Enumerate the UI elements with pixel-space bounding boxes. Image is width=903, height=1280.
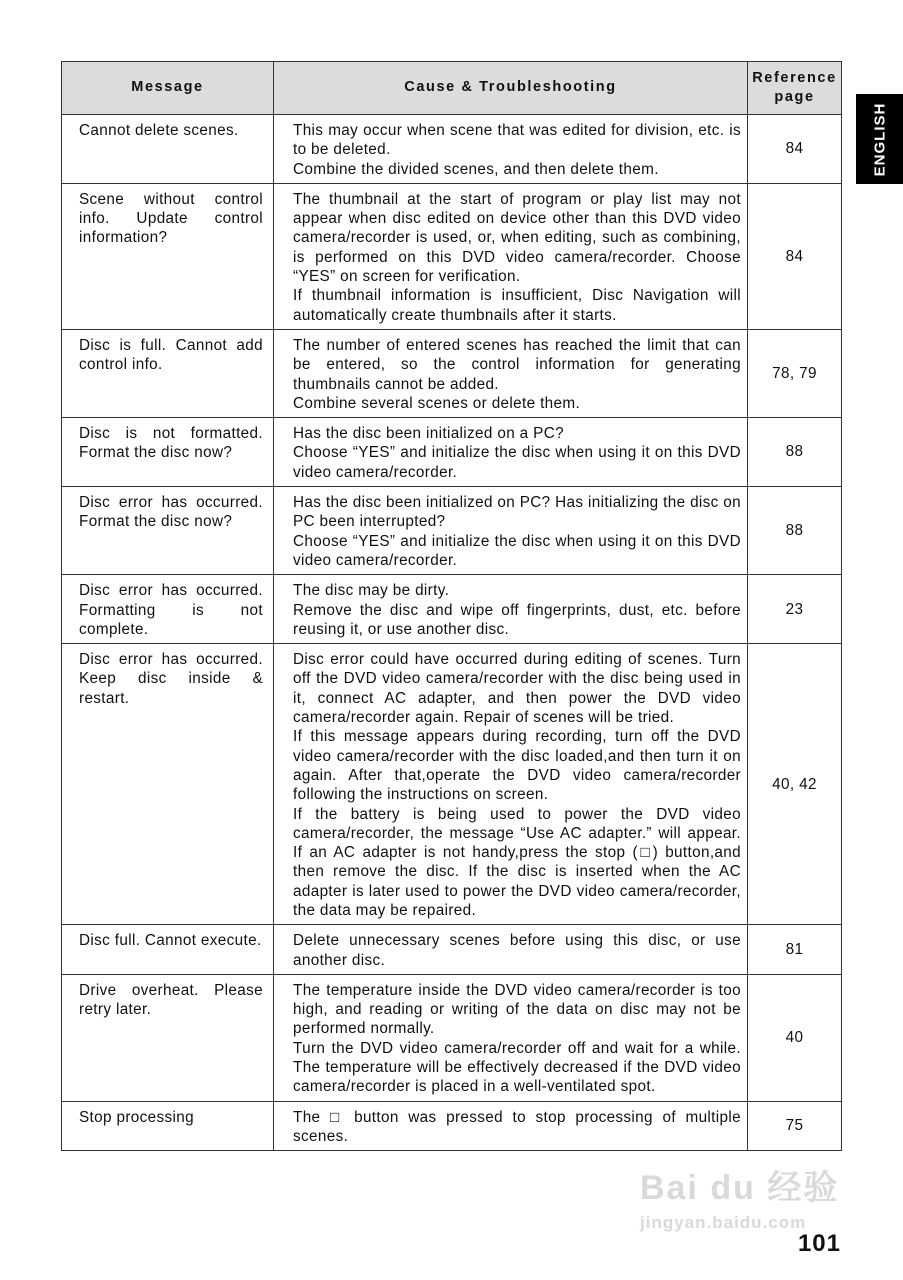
- watermark-url: jingyan.baidu.com: [640, 1213, 807, 1232]
- cause-paragraph: Combine the divided scenes, and then delete them.: [293, 160, 659, 178]
- cause-cell: [274, 644, 748, 925]
- cause-paragraph: The disc may be dirty.: [293, 582, 450, 600]
- table-header-row: [62, 62, 842, 115]
- cause-paragraph: If thumbnail information is insufficient, Disc Navigation will automatically create thumbnails after it starts.: [293, 287, 741, 324]
- table-body: [62, 115, 842, 1151]
- cause-cell: [274, 575, 748, 644]
- table-row: [62, 974, 842, 1101]
- cause-cell: [274, 974, 748, 1101]
- message-cell: Disc full. Cannot execute.: [62, 925, 274, 975]
- header-reference: Reference page: [748, 62, 842, 115]
- message-cell: Stop processing: [62, 1101, 274, 1151]
- table-row: [62, 487, 842, 575]
- table-row: [62, 183, 842, 329]
- language-tab: [856, 94, 903, 184]
- message-cell: Disc is not formatted. Format the disc now?: [62, 418, 274, 487]
- message-cell: Cannot delete scenes.: [62, 115, 274, 184]
- cause-cell: [274, 418, 748, 487]
- reference-cell: 78, 79: [748, 329, 842, 417]
- table-row: [62, 115, 842, 184]
- table-row: [62, 925, 842, 975]
- cause-paragraph: The thumbnail at the start of program or play list may not appear when disc edited on device other than this DVD video camera/recorder is used, or, when editing, such as combining, is performed on this DVD video camera/recorder. Choose “YES” on screen for verification.: [293, 190, 741, 286]
- cause-cell: [274, 329, 748, 417]
- table-row: [62, 1101, 842, 1151]
- cause-paragraph: Combine several scenes or delete them.: [293, 394, 581, 412]
- message-cell: Disc error has occurred. Keep disc inside & restart.: [62, 644, 274, 925]
- reference-cell: 88: [748, 487, 842, 575]
- cause-paragraph: If the battery is being used to power the DVD video camera/recorder, the message “Use AC adapter.” will appear. If an AC adapter is not handy,press the stop (□) button,and then remove the disc. If the disc is inserted when the AC adapter is later used to power the DVD video camera/recorder, the data may be repaired.: [293, 805, 741, 919]
- reference-cell: 75: [748, 1101, 842, 1151]
- cause-paragraph: Choose “YES” and initialize the disc when using it on this DVD video camera/recorder.: [293, 532, 741, 569]
- cause-cell: [274, 487, 748, 575]
- cause-cell: [274, 183, 748, 329]
- message-cell: Disc error has occurred. Formatting is not complete.: [62, 575, 274, 644]
- cause-paragraph: Delete unnecessary scenes before using this disc, or use another disc.: [293, 932, 741, 969]
- language-tab-label: ENGLISH: [871, 102, 888, 176]
- watermark-brand: Bai du 经验: [640, 1169, 840, 1207]
- cause-paragraph: Remove the disc and wipe off fingerprints, dust, etc. before reusing it, or use another disc.: [293, 601, 741, 638]
- message-cell: Drive overheat. Please retry later.: [62, 974, 274, 1101]
- troubleshooting-table: [61, 61, 842, 1151]
- cause-paragraph: The □ button was pressed to stop processing of multiple scenes.: [293, 1108, 741, 1145]
- table-row: [62, 575, 842, 644]
- header-cause: Cause & Troubleshooting: [274, 62, 748, 115]
- table-row: [62, 644, 842, 925]
- reference-cell: 88: [748, 418, 842, 487]
- header-message: Message: [62, 62, 274, 115]
- message-cell: Disc error has occurred. Format the disc now?: [62, 487, 274, 575]
- cause-paragraph: Has the disc been initialized on PC? Has initializing the disc on PC been interrupted?: [293, 494, 741, 531]
- cause-cell: [274, 115, 748, 184]
- cause-paragraph: Has the disc been initialized on a PC?: [293, 425, 564, 443]
- reference-cell: 40, 42: [748, 644, 842, 925]
- table-row: [62, 418, 842, 487]
- cause-cell: [274, 1101, 748, 1151]
- cause-cell: [274, 925, 748, 975]
- cause-paragraph: The temperature inside the DVD video camera/recorder is too high, and reading or writing of the data on disc may not be performed normally.: [293, 981, 741, 1038]
- page-number: 101: [797, 1230, 841, 1257]
- reference-cell: 40: [748, 974, 842, 1101]
- reference-cell: 81: [748, 925, 842, 975]
- cause-paragraph: Disc error could have occurred during editing of scenes. Turn off the DVD video camera/recorder with the disc being used in it, connect AC adapter, and then power the DVD video camera/recorder again. Repair of scenes will be tried.: [293, 651, 741, 727]
- reference-cell: 23: [748, 575, 842, 644]
- reference-cell: 84: [748, 183, 842, 329]
- reference-cell: 84: [748, 115, 842, 184]
- cause-paragraph: Choose “YES” and initialize the disc when using it on this DVD video camera/recorder.: [293, 444, 741, 481]
- table-row: [62, 329, 842, 417]
- cause-paragraph: If this message appears during recording, turn off the DVD video camera/recorder with the disc loaded,and then turn it on again. After that,operate the DVD video camera/recorder following the instructions on screen.: [293, 728, 741, 804]
- message-cell: Scene without control info. Update control information?: [62, 183, 274, 329]
- cause-paragraph: Turn the DVD video camera/recorder off and wait for a while. The temperature will be effectively decreased if the DVD video camera/recorder is placed in a well-ventilated spot.: [293, 1039, 741, 1096]
- cause-paragraph: This may occur when scene that was edited for division, etc. is to be deleted.: [293, 122, 741, 159]
- message-cell: Disc is full. Cannot add control info.: [62, 329, 274, 417]
- cause-paragraph: The number of entered scenes has reached the limit that can be entered, so the control information for generating thumbnails cannot be added.: [293, 336, 741, 393]
